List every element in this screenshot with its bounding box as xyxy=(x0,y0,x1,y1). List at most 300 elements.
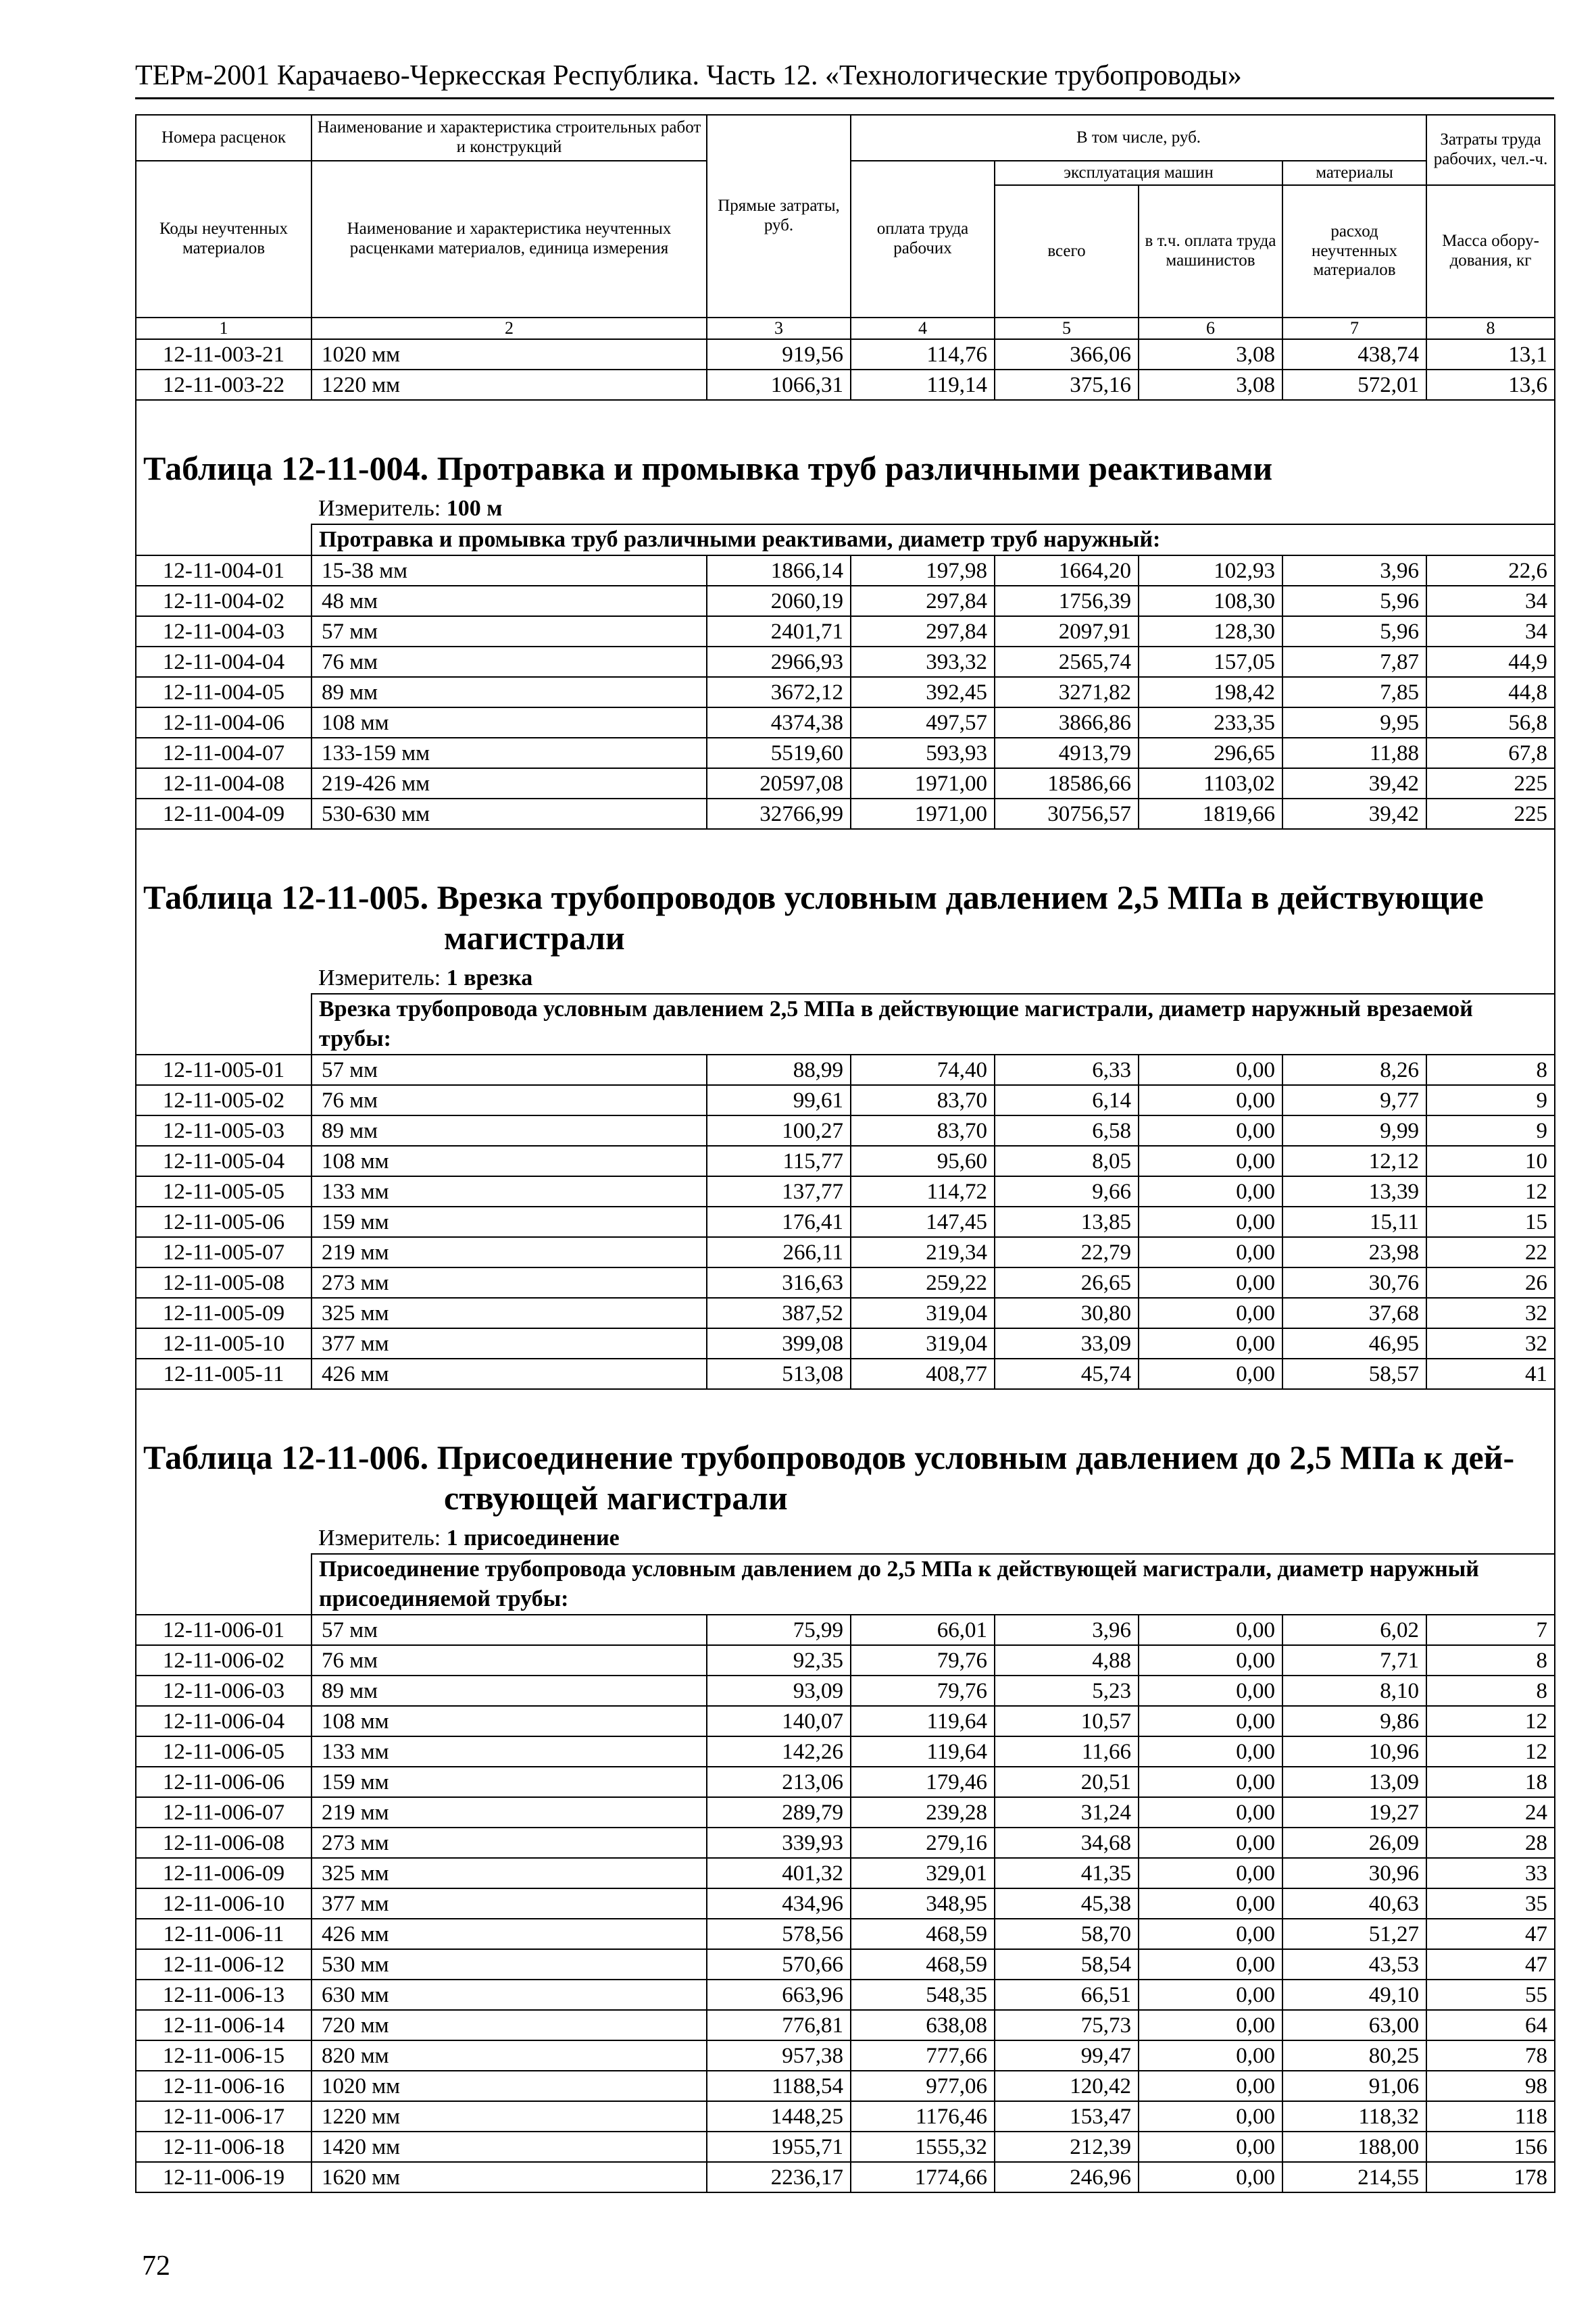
value-cell: 468,59 xyxy=(851,1919,995,1949)
value-cell: 32766,99 xyxy=(707,799,851,829)
value-cell: 366,06 xyxy=(995,339,1139,370)
item-name: 76 мм xyxy=(311,1645,707,1676)
rates-table xyxy=(135,114,1555,2193)
table-row xyxy=(136,339,1555,370)
value-cell: 5,96 xyxy=(1282,616,1426,647)
rate-code: 12-11-004-09 xyxy=(136,799,311,829)
section-subtitle: Протравка и промывка труб различными реактивами, диаметр труб наружный: xyxy=(311,524,1555,555)
table-row xyxy=(136,707,1555,738)
section-title-row xyxy=(136,877,1555,963)
value-cell: 45,74 xyxy=(995,1359,1139,1389)
value-cell: 58,57 xyxy=(1282,1359,1426,1389)
value-cell: 513,08 xyxy=(707,1359,851,1389)
value-cell: 15 xyxy=(1426,1207,1555,1237)
value-cell: 8,26 xyxy=(1282,1055,1426,1085)
value-cell: 0,00 xyxy=(1139,1767,1282,1797)
item-name: 219 мм xyxy=(311,1237,707,1267)
value-cell: 977,06 xyxy=(851,2071,995,2101)
value-cell: 1664,20 xyxy=(995,555,1139,586)
value-cell: 0,00 xyxy=(1139,2010,1282,2040)
item-name: 720 мм xyxy=(311,2010,707,2040)
value-cell: 0,00 xyxy=(1139,1676,1282,1706)
value-cell: 26 xyxy=(1426,1267,1555,1298)
item-name: 219-426 мм xyxy=(311,768,707,799)
value-cell: 34,68 xyxy=(995,1828,1139,1858)
value-cell: 188,00 xyxy=(1282,2132,1426,2162)
value-cell: 0,00 xyxy=(1139,1298,1282,1328)
rate-code: 12-11-005-01 xyxy=(136,1055,311,1085)
value-cell: 7,71 xyxy=(1282,1645,1426,1676)
value-cell: 31,24 xyxy=(995,1797,1139,1828)
value-cell: 11,88 xyxy=(1282,738,1426,768)
value-cell: 316,63 xyxy=(707,1267,851,1298)
item-name: 377 мм xyxy=(311,1888,707,1919)
rate-code: 12-11-004-05 xyxy=(136,677,311,707)
table-row xyxy=(136,2071,1555,2101)
table-spacer xyxy=(136,829,1555,877)
section-title-row xyxy=(136,1437,1555,1524)
value-cell: 1448,25 xyxy=(707,2101,851,2132)
table-row xyxy=(136,1176,1555,1207)
value-cell: 348,95 xyxy=(851,1888,995,1919)
value-cell: 83,70 xyxy=(851,1085,995,1115)
value-cell: 0,00 xyxy=(1139,2101,1282,2132)
rate-code: 12-11-006-16 xyxy=(136,2071,311,2101)
section-title-row xyxy=(136,448,1555,494)
value-cell: 0,00 xyxy=(1139,1980,1282,2010)
value-cell: 2401,71 xyxy=(707,616,851,647)
table-row xyxy=(136,1676,1555,1706)
value-cell: 0,00 xyxy=(1139,1888,1282,1919)
table-row xyxy=(136,616,1555,647)
value-cell: 114,76 xyxy=(851,339,995,370)
item-name: 426 мм xyxy=(311,1919,707,1949)
value-cell: 47 xyxy=(1426,1949,1555,1980)
rate-code: 12-11-005-08 xyxy=(136,1267,311,1298)
value-cell: 399,08 xyxy=(707,1328,851,1359)
table-row xyxy=(136,799,1555,829)
value-cell: 99,61 xyxy=(707,1085,851,1115)
item-name: 108 мм xyxy=(311,707,707,738)
item-name: 325 мм xyxy=(311,1298,707,1328)
item-name: 108 мм xyxy=(311,1146,707,1176)
value-cell: 102,93 xyxy=(1139,555,1282,586)
rate-code: 12-11-005-02 xyxy=(136,1085,311,1115)
running-head: ТЕРм-2001 Карачаево-Черкесская Республика. Часть 12. «Технологические трубопроводы» xyxy=(135,54,1554,99)
value-cell: 33,09 xyxy=(995,1328,1139,1359)
value-cell: 156 xyxy=(1426,2132,1555,2162)
value-cell: 0,00 xyxy=(1139,1797,1282,1828)
value-cell: 7,87 xyxy=(1282,647,1426,677)
table-row xyxy=(136,1055,1555,1085)
table-row xyxy=(136,2010,1555,2040)
value-cell: 40,63 xyxy=(1282,1888,1426,1919)
value-cell: 9,66 xyxy=(995,1176,1139,1207)
value-cell: 142,26 xyxy=(707,1736,851,1767)
value-cell: 638,08 xyxy=(851,2010,995,2040)
value-cell: 259,22 xyxy=(851,1267,995,1298)
document-page xyxy=(135,54,1554,2193)
value-cell: 289,79 xyxy=(707,1797,851,1828)
value-cell: 114,72 xyxy=(851,1176,995,1207)
value-cell: 93,09 xyxy=(707,1676,851,1706)
value-cell: 0,00 xyxy=(1139,1858,1282,1888)
value-cell: 13,09 xyxy=(1282,1767,1426,1797)
value-cell: 64 xyxy=(1426,2010,1555,2040)
item-name: 820 мм xyxy=(311,2040,707,2071)
value-cell: 7 xyxy=(1426,1615,1555,1645)
value-cell: 0,00 xyxy=(1139,1615,1282,1645)
value-cell: 2565,74 xyxy=(995,647,1139,677)
value-cell: 392,45 xyxy=(851,677,995,707)
table-row xyxy=(136,768,1555,799)
value-cell: 1176,46 xyxy=(851,2101,995,2132)
value-cell: 0,00 xyxy=(1139,1176,1282,1207)
value-cell: 80,25 xyxy=(1282,2040,1426,2071)
rate-code: 12-11-006-18 xyxy=(136,2132,311,2162)
item-name: 15-38 мм xyxy=(311,555,707,586)
header-workers-pay: оплата труда рабочих xyxy=(851,161,995,318)
section-title-continued: ствующей магистрали xyxy=(444,1479,788,1517)
value-cell: 0,00 xyxy=(1139,2040,1282,2071)
rate-code: 12-11-005-03 xyxy=(136,1115,311,1146)
table-row xyxy=(136,586,1555,616)
value-cell: 120,42 xyxy=(995,2071,1139,2101)
value-cell: 2097,91 xyxy=(995,616,1139,647)
value-cell: 0,00 xyxy=(1139,1328,1282,1359)
value-cell: 58,70 xyxy=(995,1919,1139,1949)
value-cell: 15,11 xyxy=(1282,1207,1426,1237)
value-cell: 19,27 xyxy=(1282,1797,1426,1828)
measure-label: Измеритель: xyxy=(318,1526,447,1551)
value-cell: 1103,02 xyxy=(1139,768,1282,799)
value-cell: 246,96 xyxy=(995,2162,1139,2192)
value-cell: 30,76 xyxy=(1282,1267,1426,1298)
item-name: 89 мм xyxy=(311,677,707,707)
value-cell: 2236,17 xyxy=(707,2162,851,2192)
rate-code: 12-11-006-14 xyxy=(136,2010,311,2040)
measure-value: 1 врезка xyxy=(446,965,533,990)
column-number: 8 xyxy=(1426,318,1555,339)
value-cell: 239,28 xyxy=(851,1797,995,1828)
header-operators-pay: в т.ч. оплата труда машинистов xyxy=(1139,185,1282,318)
value-cell: 46,95 xyxy=(1282,1328,1426,1359)
subtitle-row xyxy=(136,524,1555,555)
rate-code: 12-11-005-09 xyxy=(136,1298,311,1328)
value-cell: 212,39 xyxy=(995,2132,1139,2162)
table-row xyxy=(136,1888,1555,1919)
column-number: 4 xyxy=(851,318,995,339)
value-cell: 99,47 xyxy=(995,2040,1139,2071)
column-number: 2 xyxy=(311,318,707,339)
measure-value: 100 м xyxy=(446,496,503,521)
item-name: 89 мм xyxy=(311,1676,707,1706)
value-cell: 214,55 xyxy=(1282,2162,1426,2192)
rate-code: 12-11-006-19 xyxy=(136,2162,311,2192)
value-cell: 44,9 xyxy=(1426,647,1555,677)
measure-label: Измеритель: xyxy=(318,965,447,990)
value-cell: 49,10 xyxy=(1282,1980,1426,2010)
value-cell: 1756,39 xyxy=(995,586,1139,616)
value-cell: 0,00 xyxy=(1139,1207,1282,1237)
rate-code: 12-11-005-11 xyxy=(136,1359,311,1389)
value-cell: 12,12 xyxy=(1282,1146,1426,1176)
value-cell: 0,00 xyxy=(1139,1828,1282,1858)
value-cell: 137,77 xyxy=(707,1176,851,1207)
value-cell: 44,8 xyxy=(1426,677,1555,707)
table-row xyxy=(136,677,1555,707)
value-cell: 20,51 xyxy=(995,1767,1139,1797)
item-name: 1220 мм xyxy=(311,370,707,400)
section-title-continued: магистрали xyxy=(444,919,625,957)
rate-code: 12-11-003-22 xyxy=(136,370,311,400)
value-cell: 266,11 xyxy=(707,1237,851,1267)
value-cell: 0,00 xyxy=(1139,1949,1282,1980)
value-cell: 297,84 xyxy=(851,586,995,616)
value-cell: 572,01 xyxy=(1282,370,1426,400)
measure-row xyxy=(136,494,1555,524)
value-cell: 4,88 xyxy=(995,1645,1139,1676)
value-cell: 198,42 xyxy=(1139,677,1282,707)
column-number: 1 xyxy=(136,318,311,339)
value-cell: 1774,66 xyxy=(851,2162,995,2192)
table-row xyxy=(136,1237,1555,1267)
value-cell: 296,65 xyxy=(1139,738,1282,768)
value-cell: 13,39 xyxy=(1282,1176,1426,1207)
value-cell: 593,93 xyxy=(851,738,995,768)
column-number: 3 xyxy=(707,318,851,339)
measure-row xyxy=(136,963,1555,994)
value-cell: 5,23 xyxy=(995,1676,1139,1706)
value-cell: 66,51 xyxy=(995,1980,1139,2010)
value-cell: 75,99 xyxy=(707,1615,851,1645)
section-title: Таблица 12-11-004. Протравка и промывка труб различными реактивами xyxy=(143,449,1273,487)
value-cell: 23,98 xyxy=(1282,1237,1426,1267)
value-cell: 10 xyxy=(1426,1146,1555,1176)
header-machine-operation: эксплуатация машин xyxy=(995,161,1282,185)
value-cell: 83,70 xyxy=(851,1115,995,1146)
item-name: 273 мм xyxy=(311,1267,707,1298)
value-cell: 22 xyxy=(1426,1237,1555,1267)
section-subtitle: Присоединение трубопровода условным давлением до 2,5 МПа к действующей магистрали, диаметр наружный присоединяемой трубы: xyxy=(311,1554,1555,1615)
value-cell: 118,32 xyxy=(1282,2101,1426,2132)
column-number: 5 xyxy=(995,318,1139,339)
value-cell: 1066,31 xyxy=(707,370,851,400)
value-cell: 2966,93 xyxy=(707,647,851,677)
value-cell: 75,73 xyxy=(995,2010,1139,2040)
item-name: 273 мм xyxy=(311,1828,707,1858)
value-cell: 51,27 xyxy=(1282,1919,1426,1949)
subtitle-row xyxy=(136,1554,1555,1615)
value-cell: 34 xyxy=(1426,616,1555,647)
value-cell: 219,34 xyxy=(851,1237,995,1267)
table-row xyxy=(136,1767,1555,1797)
value-cell: 178 xyxy=(1426,2162,1555,2192)
value-cell: 39,42 xyxy=(1282,768,1426,799)
value-cell: 0,00 xyxy=(1139,2132,1282,2162)
value-cell: 401,32 xyxy=(707,1858,851,1888)
item-name: 89 мм xyxy=(311,1115,707,1146)
value-cell: 26,65 xyxy=(995,1267,1139,1298)
value-cell: 79,76 xyxy=(851,1645,995,1676)
rate-code: 12-11-005-10 xyxy=(136,1328,311,1359)
value-cell: 119,64 xyxy=(851,1706,995,1736)
measure-value: 1 присоединение xyxy=(446,1526,620,1551)
value-cell: 67,8 xyxy=(1426,738,1555,768)
value-cell: 1955,71 xyxy=(707,2132,851,2162)
value-cell: 0,00 xyxy=(1139,1359,1282,1389)
table-row xyxy=(136,1328,1555,1359)
value-cell: 1555,32 xyxy=(851,2132,995,2162)
item-name: 57 мм xyxy=(311,616,707,647)
value-cell: 3672,12 xyxy=(707,677,851,707)
value-cell: 9,86 xyxy=(1282,1706,1426,1736)
item-name: 159 мм xyxy=(311,1207,707,1237)
rate-code: 12-11-004-07 xyxy=(136,738,311,768)
value-cell: 197,98 xyxy=(851,555,995,586)
value-cell: 140,07 xyxy=(707,1706,851,1736)
item-name: 76 мм xyxy=(311,647,707,677)
value-cell: 5,96 xyxy=(1282,586,1426,616)
table-row xyxy=(136,1615,1555,1645)
table-spacer xyxy=(136,1389,1555,1437)
value-cell: 179,46 xyxy=(851,1767,995,1797)
header-labor-costs: Затраты труда рабочих, чел.-ч. xyxy=(1426,115,1555,185)
table-row xyxy=(136,2162,1555,2192)
header-direct-costs: Прямые затраты, руб. xyxy=(707,115,851,318)
value-cell: 2060,19 xyxy=(707,586,851,616)
item-name: 108 мм xyxy=(311,1706,707,1736)
value-cell: 7,85 xyxy=(1282,677,1426,707)
value-cell: 0,00 xyxy=(1139,1919,1282,1949)
rate-code: 12-11-004-06 xyxy=(136,707,311,738)
value-cell: 0,00 xyxy=(1139,1146,1282,1176)
value-cell: 18586,66 xyxy=(995,768,1139,799)
table-row xyxy=(136,1359,1555,1389)
value-cell: 213,06 xyxy=(707,1767,851,1797)
value-cell: 3,08 xyxy=(1139,370,1282,400)
header-materials-consumption: расход неучтенных материалов xyxy=(1282,185,1426,318)
item-name: 1020 мм xyxy=(311,2071,707,2101)
value-cell: 56,8 xyxy=(1426,707,1555,738)
item-name: 530-630 мм xyxy=(311,799,707,829)
table-row xyxy=(136,1949,1555,1980)
table-row xyxy=(136,1146,1555,1176)
table-row xyxy=(136,1267,1555,1298)
item-name: 630 мм xyxy=(311,1980,707,2010)
value-cell: 8 xyxy=(1426,1645,1555,1676)
header-equipment-mass: Масса обору-дования, кг xyxy=(1426,185,1555,318)
rate-code: 12-11-004-08 xyxy=(136,768,311,799)
value-cell: 319,04 xyxy=(851,1328,995,1359)
header-numbers-of-rates: Номера расценок xyxy=(136,115,311,161)
value-cell: 3,96 xyxy=(995,1615,1139,1645)
rate-code: 12-11-006-06 xyxy=(136,1767,311,1797)
item-name: 1620 мм xyxy=(311,2162,707,2192)
table-row xyxy=(136,1919,1555,1949)
table-row xyxy=(136,555,1555,586)
value-cell: 3,08 xyxy=(1139,339,1282,370)
value-cell: 12 xyxy=(1426,1706,1555,1736)
value-cell: 375,16 xyxy=(995,370,1139,400)
value-cell: 98 xyxy=(1426,2071,1555,2101)
table-row xyxy=(136,1797,1555,1828)
header-name-top: Наименование и характеристика строительных работ и конструкций xyxy=(311,115,707,161)
value-cell: 6,14 xyxy=(995,1085,1139,1115)
table-row xyxy=(136,1706,1555,1736)
rate-code: 12-11-005-04 xyxy=(136,1146,311,1176)
value-cell: 919,56 xyxy=(707,339,851,370)
value-cell: 9 xyxy=(1426,1085,1555,1115)
section-title: Таблица 12-11-005. Врезка трубопроводов условным давлением 2,5 МПа в действующие xyxy=(143,878,1484,916)
value-cell: 115,77 xyxy=(707,1146,851,1176)
value-cell: 6,02 xyxy=(1282,1615,1426,1645)
value-cell: 9,99 xyxy=(1282,1115,1426,1146)
rate-code: 12-11-006-09 xyxy=(136,1858,311,1888)
value-cell: 35 xyxy=(1426,1888,1555,1919)
item-name: 1020 мм xyxy=(311,339,707,370)
value-cell: 43,53 xyxy=(1282,1949,1426,1980)
value-cell: 6,58 xyxy=(995,1115,1139,1146)
value-cell: 118 xyxy=(1426,2101,1555,2132)
value-cell: 8,10 xyxy=(1282,1676,1426,1706)
value-cell: 128,30 xyxy=(1139,616,1282,647)
table-spacer xyxy=(136,400,1555,448)
value-cell: 1866,14 xyxy=(707,555,851,586)
value-cell: 30,96 xyxy=(1282,1858,1426,1888)
value-cell: 957,38 xyxy=(707,2040,851,2071)
value-cell: 157,05 xyxy=(1139,647,1282,677)
header-including: В том числе, руб. xyxy=(851,115,1426,161)
value-cell: 9,77 xyxy=(1282,1085,1426,1115)
value-cell: 777,66 xyxy=(851,2040,995,2071)
section-title: Таблица 12-11-006. Присоединение трубопроводов условным давлением до 2,5 МПа к дей- xyxy=(143,1438,1515,1476)
value-cell: 12 xyxy=(1426,1736,1555,1767)
table-row xyxy=(136,1858,1555,1888)
value-cell: 55 xyxy=(1426,1980,1555,2010)
value-cell: 32 xyxy=(1426,1298,1555,1328)
value-cell: 3,96 xyxy=(1282,555,1426,586)
header-total: всего xyxy=(995,185,1139,318)
table-row xyxy=(136,1115,1555,1146)
rate-code: 12-11-006-17 xyxy=(136,2101,311,2132)
table-row xyxy=(136,2101,1555,2132)
value-cell: 10,96 xyxy=(1282,1736,1426,1767)
rate-code: 12-11-005-05 xyxy=(136,1176,311,1207)
table-row xyxy=(136,1207,1555,1237)
value-cell: 0,00 xyxy=(1139,1085,1282,1115)
value-cell: 28 xyxy=(1426,1828,1555,1858)
value-cell: 13,1 xyxy=(1426,339,1555,370)
page-number: 72 xyxy=(142,2250,170,2282)
value-cell: 153,47 xyxy=(995,2101,1139,2132)
value-cell: 20597,08 xyxy=(707,768,851,799)
item-name: 133 мм xyxy=(311,1176,707,1207)
value-cell: 22,79 xyxy=(995,1237,1139,1267)
value-cell: 9,95 xyxy=(1282,707,1426,738)
item-name: 219 мм xyxy=(311,1797,707,1828)
value-cell: 0,00 xyxy=(1139,1115,1282,1146)
rate-code: 12-11-005-07 xyxy=(136,1237,311,1267)
item-name: 377 мм xyxy=(311,1328,707,1359)
value-cell: 119,14 xyxy=(851,370,995,400)
item-name: 159 мм xyxy=(311,1767,707,1797)
rate-code: 12-11-006-03 xyxy=(136,1676,311,1706)
table-row xyxy=(136,647,1555,677)
value-cell: 3866,86 xyxy=(995,707,1139,738)
value-cell: 147,45 xyxy=(851,1207,995,1237)
table-row xyxy=(136,1645,1555,1676)
